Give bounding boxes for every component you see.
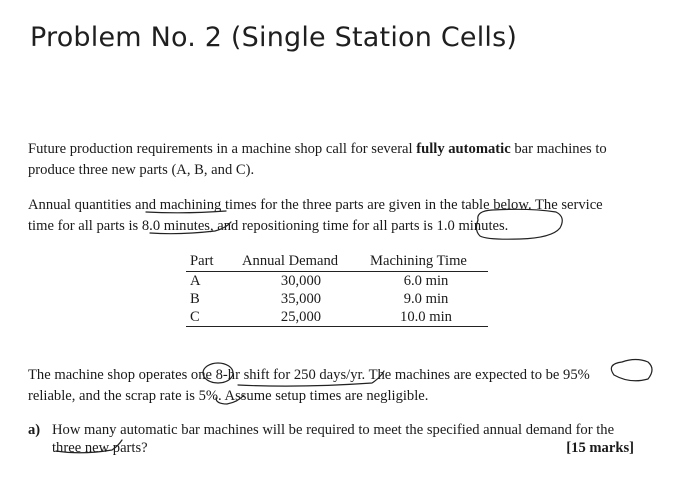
- operations-line-2: reliable, and the scrap rate is 5%. Assume setup times are negligible.: [28, 388, 429, 404]
- parts-table: [186, 252, 488, 327]
- question-line-2: three new parts?: [52, 440, 148, 456]
- cell-demand: 25,000: [238, 308, 366, 327]
- table-row: [186, 308, 488, 327]
- table-row: [186, 272, 488, 291]
- intro-line-1-start: Future production requirements in a machine shop call for several: [28, 141, 417, 157]
- header-machining-time: Machining Time: [366, 252, 488, 272]
- cell-time: 6.0 min: [403, 273, 449, 289]
- cell-demand: 30,000: [280, 273, 322, 289]
- cell-demand: 35,000: [280, 291, 322, 307]
- fully-automatic-emphasis: fully automatic: [416, 141, 511, 157]
- table-header-row: [186, 252, 488, 272]
- header-part: Part: [186, 252, 238, 272]
- header-annual-demand: Annual Demand: [238, 252, 366, 272]
- cell-time: 10.0 min: [366, 308, 488, 327]
- intro-paragraph: [28, 139, 607, 181]
- page-title: Problem No. 2 (Single Station Cells): [30, 22, 518, 53]
- quantities-line-2: time for all parts is 8.0 minutes, and repositioning time for all parts is 1.0 minutes.: [28, 218, 509, 234]
- operations-paragraph: [28, 365, 590, 407]
- cell-time: 9.0 min: [403, 291, 449, 307]
- intro-line-1-end: bar machines to: [510, 141, 607, 157]
- question-label: a): [28, 422, 41, 438]
- operations-line-1: The machine shop operates one 8-hr shift for 250 days/yr. The machines are expected to be 95%: [28, 367, 590, 383]
- table-row: [186, 290, 488, 308]
- quantities-line-1: Annual quantities and machining times for the three parts are given in the table below. The service: [28, 197, 603, 213]
- circle-reliability: [611, 360, 652, 381]
- question-line-1: How many automatic bar machines will be required to meet the specified annual demand for the: [52, 422, 615, 438]
- question-marks: [15 marks]: [566, 440, 634, 456]
- intro-line-2: produce three new parts (A, B, and C).: [28, 162, 255, 178]
- cell-part: C: [186, 308, 238, 327]
- cell-part: B: [190, 291, 200, 307]
- quantities-paragraph: [28, 195, 603, 237]
- intro-line-1: [28, 139, 607, 160]
- cell-part: A: [190, 273, 201, 289]
